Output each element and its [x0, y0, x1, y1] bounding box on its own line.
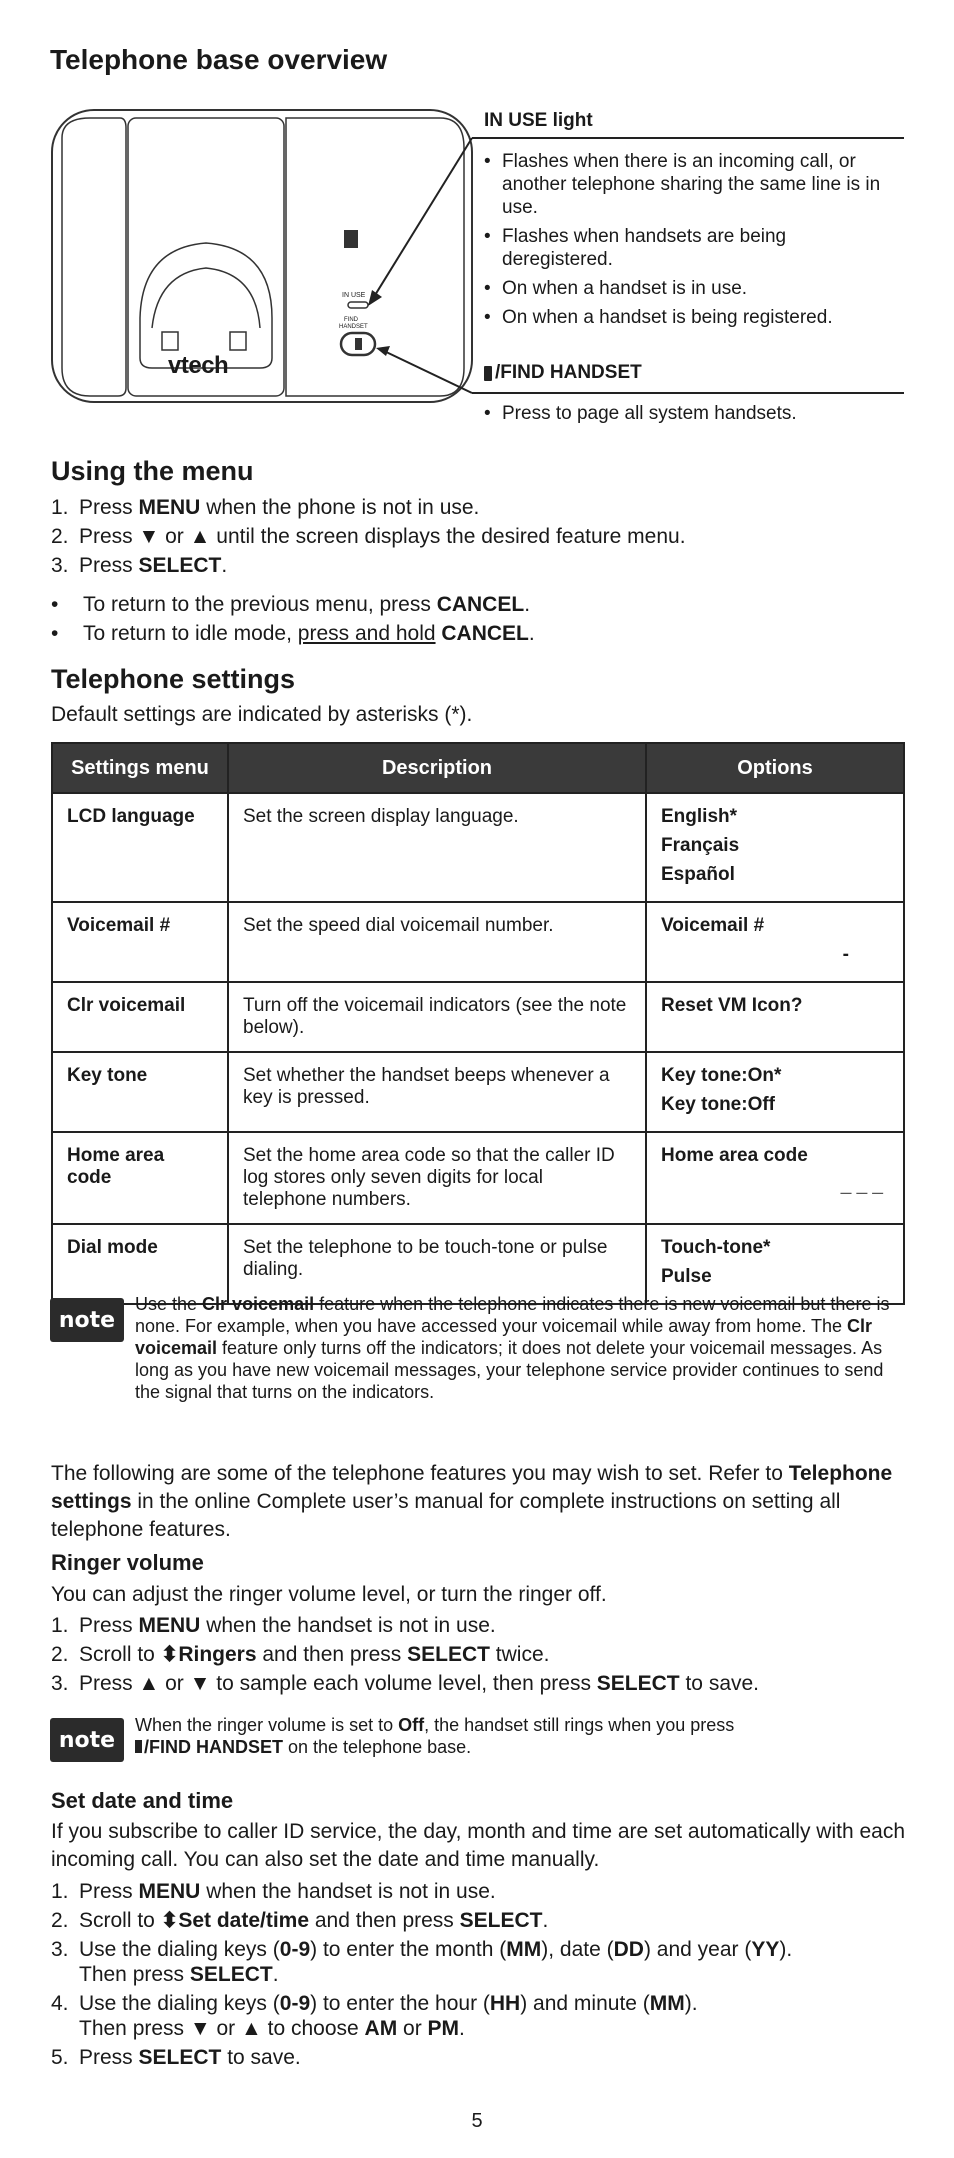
- setting-desc: Set whether the handset beeps whenever a key is pressed.: [228, 1052, 646, 1132]
- setting-menu: Key tone: [52, 1052, 228, 1132]
- in-use-bullet: On when a handset is in use.: [502, 278, 748, 299]
- handset-icon: [484, 366, 492, 381]
- find-handset-heading: [484, 362, 642, 384]
- table-row: [52, 1224, 904, 1304]
- ringer-step: 1. Press MENU when the handset is not in use.: [51, 1614, 496, 1637]
- ringer-volume-title: Ringer volume: [51, 1550, 204, 1575]
- table-header-row: [52, 743, 904, 793]
- note-text-clr-voicemail: Use the Clr voicemail feature when the telephone indicates there is new voicemail but there is none. For example, when you have accessed your voicemail while away from home. The Clr voicemail feature only turns off the indicators; it does not delete your voicemail messages. As long as you have new voicemail messages, your telephone service provider continues to send the signal that turns on the indicators.: [135, 1294, 890, 1402]
- in-use-bullet: Flashes when there is an incoming call, or another telephone sharing the same line is in use.: [502, 151, 881, 218]
- date-step-cont: Then press ▼ or ▲ to choose AM or PM.: [79, 2017, 465, 2040]
- setting-menu: Dial mode: [52, 1224, 228, 1304]
- in-use-bullets: • Flashes when there is an incoming call, or another telephone sharing the same line is in use. • Flashes when handsets are being deregistered. • On when a handset is in use. • On when a handset is being registered.: [484, 150, 894, 329]
- menu-step: 3. Press SELECT.: [51, 554, 228, 577]
- find-heading-text: /FIND HANDSET: [495, 362, 642, 383]
- in-use-bullet: Flashes when handsets are being deregistered.: [502, 226, 787, 270]
- menu-step: 2. Press ▼ or ▲ until the screen displays the desired feature menu.: [51, 525, 686, 548]
- date-step-cont: Then press SELECT.: [79, 1963, 279, 1986]
- handset-icon: [135, 1740, 142, 1753]
- using-menu-steps: [51, 493, 911, 580]
- in-use-label-small: IN USE: [342, 292, 366, 299]
- date-step: 5. Press SELECT to save.: [51, 2046, 301, 2069]
- setting-options: Key tone:On* Key tone:Off: [646, 1052, 904, 1132]
- date-step: 2. Scroll to ⬍Set date/time and then press SELECT.: [51, 1909, 549, 1932]
- setting-desc: Set the screen display language.: [228, 793, 646, 902]
- setting-menu: Home area code: [52, 1132, 228, 1224]
- setting-options: Home area code _ _ _: [646, 1132, 904, 1224]
- find-bullet: • Press to page all system handsets.: [484, 403, 797, 424]
- find-label-small-2: HANDSET: [339, 324, 368, 330]
- date-step: 4. Use the dialing keys (0-9) to enter the hour (HH) and minute (MM).: [51, 1992, 698, 2015]
- col-header: Options: [646, 743, 904, 793]
- table-row: [52, 902, 904, 982]
- setting-desc: Turn off the voicemail indicators (see the note below).: [228, 982, 646, 1052]
- setting-desc: Set the speed dial voicemail number.: [228, 902, 646, 982]
- setting-options: Reset VM Icon?: [646, 982, 904, 1052]
- date-step: 3. Use the dialing keys (0-9) to enter the month (MM), date (DD) and year (YY).: [51, 1938, 793, 1961]
- table-row: [52, 1052, 904, 1132]
- ringer-intro: You can adjust the ringer volume level, or turn the ringer off.: [51, 1583, 607, 1606]
- col-header: Description: [228, 743, 646, 793]
- date-time-title: Set date and time: [51, 1788, 234, 1813]
- ringer-step: 2. Scroll to ⬍Ringers and then press SELECT twice.: [51, 1643, 550, 1666]
- note-badge: note: [50, 1718, 124, 1762]
- note-badge: note: [50, 1298, 124, 1342]
- scroll-updown-icon: ⬍: [160, 1909, 179, 1932]
- in-use-bullet: On when a handset is being registered.: [502, 307, 833, 328]
- date-time-intro: If you subscribe to caller ID service, the day, month and time are set automatically with each incoming call. You can also set the date and time manually.: [51, 1820, 906, 1871]
- setting-options: English* Français Español: [646, 793, 904, 902]
- setting-desc: Set the home area code so that the caller ID log stores only seven digits for local telephone numbers.: [228, 1132, 646, 1224]
- setting-options: Touch-tone* Pulse: [646, 1224, 904, 1304]
- settings-table: [51, 742, 905, 1305]
- menu-step: 1. Press MENU when the phone is not in use.: [51, 496, 480, 519]
- telephone-settings-title: Telephone settings: [51, 664, 296, 694]
- find-bullet-text: Press to page all system handsets.: [502, 403, 797, 424]
- page-title: Telephone base overview: [50, 44, 388, 75]
- table-row: [52, 1132, 904, 1224]
- menu-bullet: • To return to the previous menu, press CANCEL.: [51, 593, 531, 616]
- setting-menu: Clr voicemail: [52, 982, 228, 1052]
- page-number: 5: [471, 2110, 483, 2132]
- find-label-small-1: FIND: [344, 317, 358, 323]
- table-row: [52, 982, 904, 1052]
- date-step: 1. Press MENU when the handset is not in use.: [51, 1880, 496, 1903]
- using-menu-bullets: [51, 590, 535, 648]
- using-menu-title: Using the menu: [51, 456, 254, 486]
- note-text-ringer: When the ringer volume is set to Off, the handset still rings when you press /FIND HANDSET on the telephone base.: [135, 1715, 735, 1757]
- ringer-step: 3. Press ▲ or ▼ to sample each volume level, then press SELECT to save.: [51, 1672, 760, 1695]
- in-use-heading: IN USE light: [484, 110, 593, 131]
- vtech-logo: vtech: [168, 352, 229, 379]
- date-time-steps: [51, 1877, 931, 2072]
- features-intro: The following are some of the telephone features you may wish to set. Refer to Telephone settings in the online Complete user’s manual for complete instructions on setting all telephone features.: [51, 1462, 893, 1541]
- menu-bullet: • To return to idle mode, press and hold CANCEL.: [51, 622, 535, 645]
- setting-options: Voicemail # -: [646, 902, 904, 982]
- ringer-steps: [51, 1611, 911, 1698]
- scroll-updown-icon: ⬍: [160, 1643, 179, 1666]
- setting-menu: LCD language: [52, 793, 228, 902]
- setting-desc: Set the telephone to be touch-tone or pulse dialing.: [228, 1224, 646, 1304]
- setting-menu: Voicemail #: [52, 902, 228, 982]
- settings-intro: Default settings are indicated by asterisks (*).: [51, 703, 473, 726]
- table-row: [52, 793, 904, 902]
- col-header: Settings menu: [52, 743, 228, 793]
